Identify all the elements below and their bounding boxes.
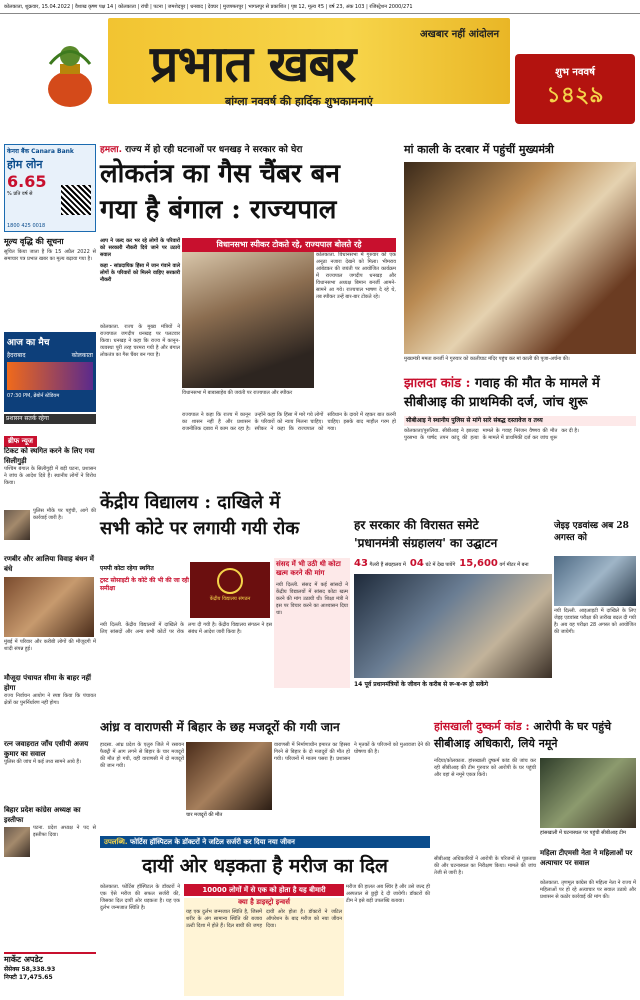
jee-headline: जेइइ एडवांस्ड अब 28 अगस्त को [554,521,629,543]
labour-body: हादसा. आंध्र प्रदेश के एलुरु जिले में रसायन फैक्ट्री में आग लगने से बिहार के चार मजदूरों की मौत हो गयी, वहीं वाराणसी में दो मजदूरों की जान गयी। [100,742,184,769]
jhalda-body: कोलकाता/पुरुलिया. सीबीआइ ने झालदा पुरसभा के पार्षद तपन कांदू की हत्या मामले के गवाह निरंजन वैष्णव की मौत के मामले में प्राथमिकी दर्ज कर जांच शुरू कर दी है। [404,428,579,441]
hanskhali-headline [434,718,636,756]
hanskhali-body: नदिया/कोलकाता. हांसखाली दुष्कर्म कांड की जांच कर रही सीबीआइ की टीम गुरुवार को आरोपी के घर पहुंची और वहां से नमूने एकत्र किये। [434,758,536,778]
jhalda-headline-line1: गवाह की मौत के मामले में [474,376,600,391]
bank-phone: 1800 425 0018 [7,223,46,229]
ipl-ad-title: आज का मैच [7,338,50,348]
lead-bullet: कहा - सांप्रदायिक हिंसा में जान गंवाने वाले लोगों के परिवारों को मिलने वाहिए सरकारी नौकरी [100,263,180,283]
sensex-value: सेंसेक्स 58,338.93 [4,966,56,973]
lead-photo [182,252,314,388]
kv-sidebox-body: नयी दिल्ली. संसद में कई सांसदों ने केंद्रीय विद्यालयों में सांसद कोटा खत्म करने की मांग उठायी थी। शिक्षा मंत्री ने इस पर विचार करने का आश्वासन दिया था। [276,582,348,616]
kv-sidebox [274,558,350,688]
canara-ad [4,144,96,232]
jhalda-subhead: सीबीआइ ने स्थानीय पुलिस से मांगे सारे संबद्ध दस्तावेज व तथ्य [404,416,636,426]
kalash-icon [40,34,100,110]
brief-news-list [4,444,96,964]
labour-headline: आंध्र व वाराणसी में बिहार के छह मजदूरों की गयी जान [100,720,340,734]
museum-stat-value: 04 [409,558,424,569]
masthead [0,14,640,110]
kv-headline [100,490,360,546]
museum-caption: 14 पूर्व प्रधानमंत्रियों के जीवन के करीब से रू-ब-रू हो सकेंगे [354,681,488,688]
hanskhali-headline-text: आरोपी के घर पहुंचे सीबीआइ अधिकारी, लिये नमूने [434,720,612,750]
kv-tag: ट्रस्ट सोसाइटी के कोटे की भी की जा रही समीक्षा [100,577,189,592]
labour-photo [186,742,272,810]
kv-sidebox-title: संसद में भी उठी थी कोटा खत्म करने की मांग [276,560,341,577]
loan-rate: 6.65 [7,172,47,191]
kv-headline-line2: सभी कोटे पर लगायी गयी रोक [100,518,300,539]
market-title: मार्केट अपडेट [4,954,43,964]
brief-news-label: ब्रीफ न्यूज [4,436,37,447]
team-logos [7,362,93,390]
kv-headline-line1: केंद्रीय विद्यालय : दाखिले में [100,492,281,513]
heart-fact-box: 10000 लोगों में से एक को होता है यह बीमारी [184,884,344,896]
jhalda-body-col [404,428,636,520]
women-body: कोलकाता. तृणमूल कांग्रेस की महिला नेता ने राज्य में महिलाओं पर हो रहे अत्याचार पर सवाल उठाये और प्रशासन से कठोर कार्रवाई की मांग की। [540,880,636,900]
new-year-badge [515,54,635,124]
lead-body: कोलकाता. राज्य के मुख्य मंत्रियों ने राज्यपाल जगदीप धनखड़ पर पलटवार किया। धनखड़ ने कहा कि राज्य में कानून-व्यवस्था पूरी तरह चरमरा गयी है और बंगाल लोकतंत्र का गैस चैंबर बन गया है। [100,324,180,358]
museum-stat-label: वर्ग मीटर में बना [499,562,529,568]
labour-body-col [274,742,430,832]
kv-body-col [100,622,272,710]
kv-tags [100,564,190,624]
lead-col-right [316,252,396,412]
kv-body: नयी दिल्ली. केंद्रीय विद्यालयों में दाखिले के लिए सांसदों और अन्य सभी कोटों पर रोक लगा दी गयी है। केंद्रीय विद्यालय संगठन ने इस संबंध में आदेश जारी किया है। [100,622,272,635]
jee-body: नयी दिल्ली. आइआइटी में दाखिले के लिए जेइइ एडवांस्ड परीक्षा की तारीख बदल दी गयी है। अब यह परीक्षा 28 अगस्त को आयोजित की जायेगी। [554,608,636,635]
lead-subhead: राज्य में हो रही घटनाओं पर धनखड़ ने सरकार को घेरा [125,145,303,155]
brief-body: पश्चिम बंगाल के सिलीगुड़ी में बड़ी घटना, प्रशासन ने जांच के आदेश दिये हैं। स्थानीय लोगों ने विरोध किया। [4,466,96,486]
museum-stats [354,558,552,572]
lead-kicker-line [100,142,396,156]
ipl-team-a: हैदराबाद [7,352,26,359]
kv-logo [190,562,270,618]
lead-photo-caption: विधानसभा स्पीकर टोकते रहे, राज्यपाल बोलते रहे [182,238,396,252]
lead-headline-line2: गया है बंगाल : राज्यपाल [100,195,337,225]
brief-item: रत्न जवाहरात जाँच एसीपी अजय कुमार का सवाल [4,739,89,758]
museum-stat-value: 43 [354,558,368,569]
bangla-greeting: बांग्ला नववर्ष की हार्दिक शुभकामनाएं [225,95,373,108]
ipl-ad [4,332,96,412]
kv-tag: एमपी कोटा रहेगा स्थगित [100,565,154,572]
admin-note: प्रशासन सतर्क रहेगा [4,414,96,424]
ipl-match-time: 07:30 PM, ब्रेबोर्न स्टेडियम [7,393,60,399]
jee-body-col [554,608,636,718]
heart-body-col [100,884,180,996]
brief-news-header [4,428,96,445]
heart-tag: उपलब्धि. [104,838,128,846]
labour-body-col [100,742,184,832]
hanskhali-body-col [434,758,536,854]
person-photo [4,827,30,857]
museum-headline [354,516,552,556]
dateline-strip: कोलकाता, शुक्रवार, 15.04.2022 | वैशाख कृष्ण पक्ष 14 | कोलकाता | रांची | पटना | जमशेदपुर | धनबाद | देवघर | मुजफ्फरपुर | भागलपुर से प्रकाशित | पृष्ठ 12, मूल्य ₹5 | वर्ष 23, अंक 103 | रजिस्ट्रेशन 2000/271 [0,0,640,14]
women-body-col [540,880,636,996]
price-notice-title: मूल्य वृद्धि की सूचना [4,236,64,246]
wedding-photo [4,577,94,637]
nifty-value: निफ्टी 17,475.65 [4,974,53,981]
brief-item: टिकट को स्थगित करने के लिए गया सिलीगुड़ी [4,446,95,465]
heart-body-cont: मरीज की हालत अब स्थिर है और उसे जल्द ही अस्पताल से छुट्टी दे दी जायेगी। डॉक्टरों की टीम ने इसे बड़ी उपलब्धि बताया। [346,884,430,904]
heart-tagline [100,836,430,848]
new-year-label: शुभ नववर्ष [555,67,595,78]
jhalda-kicker: झालदा कांड : [404,376,471,391]
heart-info-box [184,898,344,996]
market-box [4,952,96,996]
labour-caption: चार मजदूरों की मौत [186,812,223,818]
museum-stat-label: घंटे में देख पायेंगे [425,562,456,568]
brief-body: पुलिस मौके पर पहुंची, आगे की कार्रवाई जारी है। [33,508,96,521]
loan-title: होम लोन [7,158,43,171]
brief-item: रणबीर और आलिया विवाह बंधन में बंधे [4,554,94,573]
brief-body: पटना. प्रदेश अध्यक्ष ने पद से इस्तीफा दिया। [33,825,96,838]
kv-logo-text: केंद्रीय विद्यालय संगठन [209,596,251,602]
brief-item: बिहार प्रदेश कांग्रेस अध्यक्ष का इस्तीफा [4,805,81,824]
lead-bullet: आप ने जल्द कर भर रहे लोगों के परिवारों को सरकारी नौकरी दिये जाने पर उठाये सवाल [100,238,180,258]
labour-body-cont: वाराणसी में निर्माणाधीन इमारत का हिस्सा गिरने से बिहार के दो मजदूरों की मौत हो गयी। परिजनों में मातम पसरा है। प्रशासन ने मृतकों के परिजनों को मुआवजा देने की घोषणा की है। [274,742,430,762]
museum-headline-line2: 'प्रधानमंत्री संग्रहालय' का उद्घाटन [354,536,498,550]
brief-body: राज्य निर्वाचन आयोग ने स्पष्ट किया कि पंचायत क्षेत्रों का पुनर्निर्धारण नहीं होगा। [4,693,96,706]
lead-photo-subcaption: विधानसभा में बाबासाहेब की जयंती पर राज्यपाल और स्पीकर [182,390,293,396]
hanskhali-kicker: हांसखाली दुष्कर्म कांड : [434,720,530,733]
museum-stat-value: 15,600 [459,558,498,569]
qr-code [61,185,91,215]
jhalda-headline-line2: सीबीआइ की प्राथमिकी दर्ज, जांच शुरू [404,395,588,410]
lead-body-cont: कोलकाता. विधानसभा में गुरुवार को एक अनूठा नजारा देखने को मिला। भीमराव आंबेडकर की जयंती पर आयोजित कार्यक्रम में राज्यपाल जगदीप धनखड़ और विधानसभा अध्यक्ष बिमान बनर्जी आमने-सामने आ गये। राज्यपाल भाषण दे रहे थे, तब स्पीकर उन्हें बार-बार टोकते रहे। [316,252,396,300]
brief-body: पुलिस की जांच में कई तथ्य सामने आये हैं। [4,759,81,765]
kv-emblem-icon [217,568,243,594]
price-notice-text: सूचित किया जाता है कि 15 अप्रैल 2022 से समाचार पत्र प्रभात खबर का मूल्य बढ़ाया गया है। [4,249,96,262]
heart-info-body: यह एक दुर्लभ जन्मजात स्थिति है, जिसमें शरीर के अंग सामान्य स्थिति की बजाय उल्टी दिशा में होते हैं। दिल बायीं की जगह दायीं ओर होता है। डॉक्टरों ने जटिल ऑपरेशन के बाद मरीज को नया जीवन दिया। [186,909,342,929]
lead-col-bottom [182,412,396,482]
tagline: अखबार नहीं आंदोलन [420,29,500,40]
museum-photo [354,574,552,678]
kali-caption: मुख्यमंत्री ममता बनर्जी ने गुरुवार को कालीघाट मंदिर पहुंच कर मां काली की पूजा-अर्चना की। [404,356,570,362]
price-notice [4,236,96,328]
heart-info-title: क्या है डाइस्ट्रो इन्वर्स [238,898,290,906]
heart-headline: दायीं ओर धड़कता है मरीज का दिल [142,855,388,877]
new-year-number: ১৪২৯ [546,83,604,108]
museum-headline-line1: हर सरकार की विरासत समेटे [354,518,479,532]
jhalda-headline [404,374,636,414]
museum-stat-label: गैलरी हैं संग्रहालय में [369,562,406,568]
heart-body-col [346,884,430,996]
person-photo [4,510,30,540]
lead-kicker: हमला. [100,145,123,155]
hanskhali-body-col [434,856,536,996]
lead-headline-line1: लोकतंत्र का गैस चैंबर बन [100,159,340,189]
bank-name: केनरा बैंक Canara Bank [7,148,74,155]
newspaper-logo: प्रभात खबर [150,34,356,93]
brief-body: मुंबई में परिवार और करीबी लोगों की मौजूदगी में शादी संपन्न हुई। [4,639,96,652]
jee-photo [554,556,636,606]
brief-item: मौजूदा पंचायत सीमा के बाहर नहीं होगा [4,673,91,692]
heart-subhead: फोर्टिस हॉस्पिटल के डॉक्टरों ने जटिल सर्जरी कर दिया नया जीवन [129,838,295,846]
hanskhali-photo [540,758,636,828]
loan-rate-unit: % प्रति वर्ष से [7,191,33,197]
hanskhali-caption: हांसखाली में घटनास्थल पर पहुंची सीबीआइ टीम [540,830,626,836]
hanskhali-body-cont: सीबीआइ अधिकारियों ने आरोपी के परिजनों से पूछताछ की और घटनास्थल का निरीक्षण किया। मामले की जांच तेजी से जारी है। [434,856,536,876]
women-headline: महिला टीएमसी नेता ने महिलाओं पर अत्याचार पर सवाल [540,848,633,867]
ipl-team-b: कोलकाता [71,352,93,359]
heart-body: कोलकाता. फोर्टिस हॉस्पिटल के डॉक्टरों ने एक ऐसे मरीज की सफल सर्जरी की, जिसका दिल दायीं ओर धड़कता है। यह एक दुर्लभ जन्मजात स्थिति है। [100,884,180,911]
lead-body-cont: राज्यपाल ने कहा कि राज्य में कानून का शासन नहीं है और प्रशासन राजनीतिक दबाव में काम कर रहा है। उन्होंने कहा कि हिंसा में मारे गये लोगों के परिवारों को न्याय मिलना चाहिए। स्पीकर ने कहा कि राज्यपाल को संविधान के दायरे में रहकर बात करनी चाहिए। इसके बाद माहौल गरम हो गया। [182,412,396,432]
kali-headline: मां काली के दरबार में पहुंचीं मुख्यमंत्री [404,143,554,156]
kali-photo [404,162,636,354]
lead-headline [100,156,396,236]
